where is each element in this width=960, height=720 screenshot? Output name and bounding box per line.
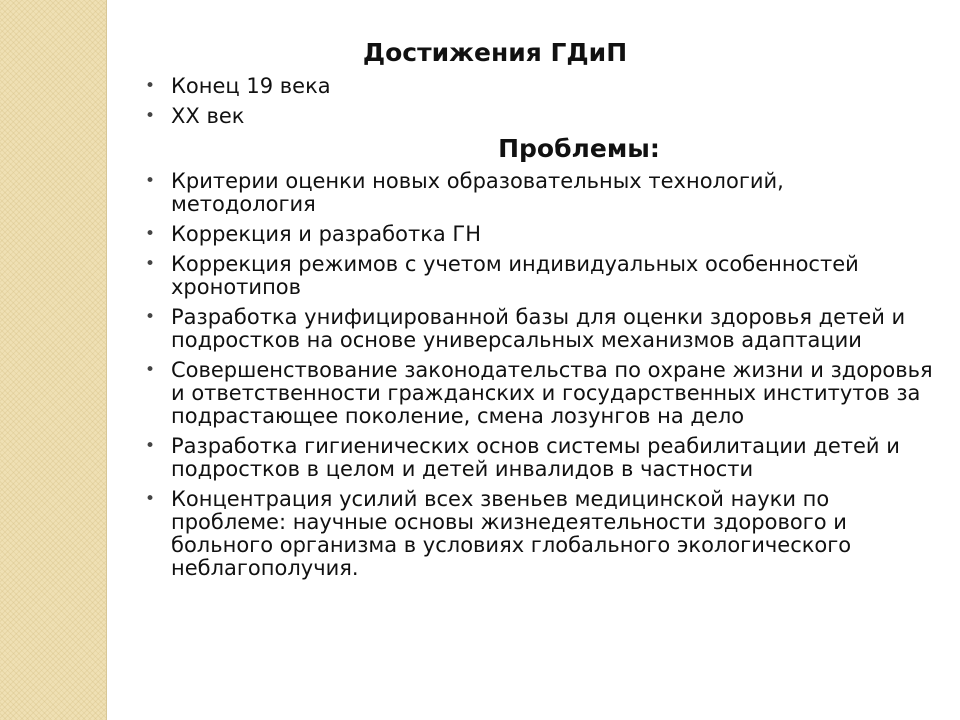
problems-list <box>144 170 934 580</box>
list-item-text: XX век <box>171 104 245 128</box>
list-item <box>144 105 934 128</box>
list-item <box>144 488 934 580</box>
list-item <box>144 359 934 428</box>
list-item <box>144 435 934 481</box>
bullet-icon: • <box>145 76 156 96</box>
list-item-text: Коррекция режимов с учетом индивидуальных особенностей хронотипов <box>171 252 859 299</box>
problems-heading: Проблемы: <box>498 134 660 163</box>
list-item-text: Совершенствование законодательства по охране жизни и здоровья и ответственности гражданских и государственных институтов за подрастающее поколение, смена лозунгов на дело <box>171 358 933 428</box>
list-item <box>144 306 934 352</box>
list-item-text: Концентрация усилий всех звеньев медицинской науки по проблеме: научные основы жизнедеятельности здорового и больного организма в условиях глобального экологического неблагополучия. <box>171 487 852 580</box>
bullet-icon: • <box>145 224 156 244</box>
list-item <box>144 253 934 299</box>
slide-content <box>144 38 934 587</box>
list-item-text: Коррекция и разработка ГН <box>171 222 482 246</box>
list-item <box>144 170 934 216</box>
list-item-text: Конец 19 века <box>171 74 331 98</box>
list-item-text: Критерии оценки новых образовательных технологий, методология <box>171 169 784 216</box>
list-item-text: Разработка унифицированной базы для оценки здоровья детей и подростков на основе универсальных механизмов адаптации <box>171 305 906 352</box>
list-item-text: Разработка гигиенических основ системы реабилитации детей и подростков в целом и детей инвалидов в частности <box>171 434 900 481</box>
bullet-icon: • <box>145 307 156 327</box>
achievements-list <box>144 75 934 128</box>
list-item <box>144 75 934 98</box>
slide-title: Достижения ГДиП <box>362 38 628 67</box>
bullet-icon: • <box>145 489 156 509</box>
bullet-icon: • <box>145 360 156 380</box>
decorative-side-strip <box>0 0 107 720</box>
bullet-icon: • <box>145 254 156 274</box>
bullet-icon: • <box>145 106 156 126</box>
list-item <box>144 223 934 246</box>
bullet-icon: • <box>145 436 156 456</box>
bullet-icon: • <box>145 171 156 191</box>
